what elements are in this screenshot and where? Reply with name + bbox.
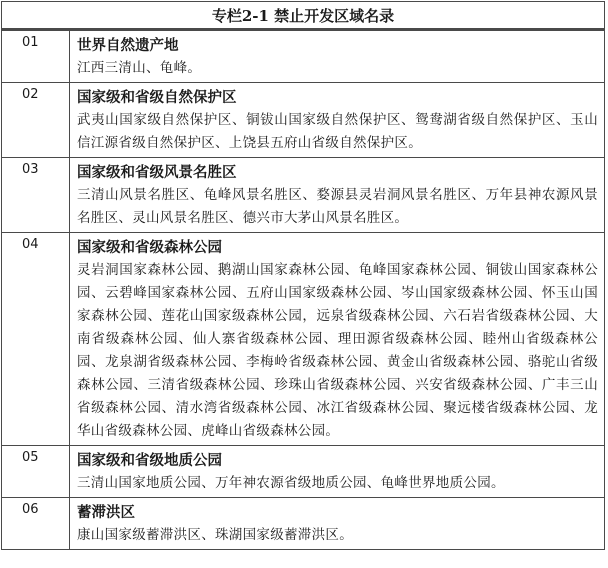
category-items: 康山国家级蓄滞洪区、珠湖国家级蓄滞洪区。 (77, 527, 353, 543)
row-content (70, 31, 605, 83)
table-row (2, 498, 605, 550)
category-heading: 蓄滞洪区 (77, 504, 135, 521)
row-number: 03 (2, 158, 70, 233)
category-heading: 国家级和省级地质公园 (77, 452, 222, 469)
category-items: 三清山国家地质公园、万年神农源省级地质公园、龟峰世界地质公园。 (77, 475, 505, 491)
row-number: 06 (2, 498, 70, 550)
row-number: 05 (2, 446, 70, 498)
row-number: 01 (2, 31, 70, 83)
table-row (2, 233, 605, 446)
category-heading: 国家级和省级风景名胜区 (77, 164, 237, 181)
row-content (70, 498, 605, 550)
category-items: 武夷山国家级自然保护区、铜钹山国家级自然保护区、鸳鸯湖省级自然保护区、玉山信江源省级自然保护区、上饶县五府山省级自然保护区。 (77, 112, 598, 151)
row-content (70, 446, 605, 498)
category-items: 三清山风景名胜区、龟峰风景名胜区、婺源县灵岩洞风景名胜区、万年县神农源风景名胜区、灵山风景名胜区、德兴市大茅山风景名胜区。 (77, 187, 598, 226)
category-heading: 国家级和省级森林公园 (77, 239, 222, 256)
document-page (1, 1, 605, 566)
table-title: 专栏2-1 禁止开发区域名录 (1, 1, 605, 30)
row-number: 02 (2, 83, 70, 158)
category-heading: 世界自然遗产地 (77, 37, 179, 54)
table-row (2, 446, 605, 498)
row-content (70, 83, 605, 158)
table-row (2, 31, 605, 83)
category-items: 灵岩洞国家森林公园、鹅湖山国家森林公园、龟峰国家森林公园、铜钹山国家森林公园、云碧峰国家森林公园、五府山国家级森林公园、岑山国家级森林公园、怀玉山国家森林公园、莲花山国家级森林公园，远泉省级森林公园、六石岩省级森林公园、大南省级森林公园、仙人寨省级森林公园、理田源省级森林公园、睦州山省级森林公园、龙泉湖省级森林公园、李梅岭省级森林公园、黄金山省级森林公园、骆驼山省级森林公园、三清省级森林公园、珍珠山省级森林公园、兴安省级森林公园、广丰三山省级森林公园、清水湾省级森林公园、冰江省级森林公园、聚远楼省级森林公园、龙华山省级森林公园、虎峰山省级森林公园。 (77, 262, 598, 439)
row-content (70, 158, 605, 233)
table-row (2, 158, 605, 233)
category-items: 江西三清山、龟峰。 (77, 60, 202, 76)
row-content (70, 233, 605, 446)
category-heading: 国家级和省级自然保护区 (77, 89, 237, 106)
forbidden-zone-table (1, 30, 605, 550)
row-number: 04 (2, 233, 70, 446)
table-row (2, 83, 605, 158)
